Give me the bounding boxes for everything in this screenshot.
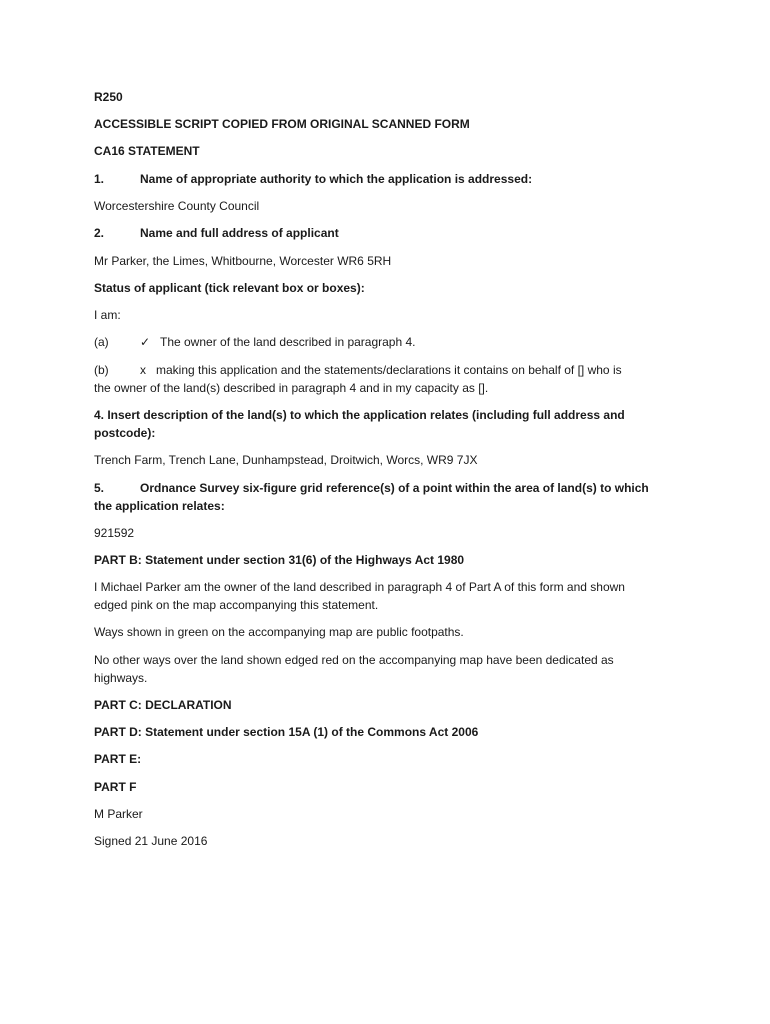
option-b-label: (b) — [94, 363, 109, 377]
part-b-para3-line2: highways. — [94, 671, 148, 685]
q1-number: 1. — [94, 172, 105, 186]
q5-heading-text: Ordnance Survey six-figure grid reference(s) of a point within the area of land(s) to which — [140, 481, 649, 495]
part-c-heading: PART C: DECLARATION — [94, 698, 232, 712]
status-option-b — [94, 361, 694, 379]
q5-answer: 921592 — [94, 526, 135, 540]
part-b-para1-line1: I Michael Parker am the owner of the land described in paragraph 4 of Part A of this form and shown — [94, 580, 625, 594]
checkmark-icon: ✓ — [140, 335, 151, 349]
accessibility-notice: ACCESSIBLE SCRIPT COPIED FROM ORIGINAL SCANNED FORM — [94, 117, 470, 131]
part-b-para3-line1: No other ways over the land shown edged red on the accompanying map have been dedicated as — [94, 653, 614, 667]
q5-heading-line2: the application relates: — [94, 499, 225, 513]
part-b-para1-line2: edged pink on the map accompanying this statement. — [94, 598, 379, 612]
q2-number: 2. — [94, 226, 105, 240]
q2-heading-text: Name and full address of applicant — [140, 226, 339, 240]
q1-answer: Worcestershire County Council — [94, 199, 260, 213]
q2-heading — [94, 224, 694, 242]
q5-number: 5. — [94, 481, 105, 495]
option-a-label: (a) — [94, 335, 109, 349]
q4-heading-line2: postcode): — [94, 426, 156, 440]
part-b-para2: Ways shown in green on the accompanying map are public footpaths. — [94, 625, 464, 639]
status-option-a — [94, 333, 694, 351]
q1-heading-text: Name of appropriate authority to which the application is addressed: — [140, 172, 533, 186]
q1-heading — [94, 170, 694, 188]
q2-answer: Mr Parker, the Limes, Whitbourne, Worcester WR6 5RH — [94, 254, 392, 268]
form-reference: R250 — [94, 90, 123, 104]
signed-date: Signed 21 June 2016 — [94, 834, 208, 848]
q4-answer: Trench Farm, Trench Lane, Dunhampstead, Droitwich, Worcs, WR9 7JX — [94, 453, 478, 467]
form-title: CA16 STATEMENT — [94, 144, 200, 158]
status-heading: Status of applicant (tick relevant box or boxes): — [94, 281, 365, 295]
part-d-heading: PART D: Statement under section 15A (1) of the Commons Act 2006 — [94, 725, 479, 739]
option-b-text: making this application and the statements/declarations it contains on behalf of [] who is — [156, 363, 622, 377]
part-e-heading: PART E: — [94, 752, 142, 766]
signatory-name: M Parker — [94, 807, 143, 821]
part-f-heading: PART F — [94, 780, 137, 794]
part-b-heading: PART B: Statement under section 31(6) of the Highways Act 1980 — [94, 553, 465, 567]
option-b-mark: x — [140, 363, 146, 377]
q4-heading-line1: 4. Insert description of the land(s) to which the application relates (including full address and — [94, 408, 625, 422]
status-intro: I am: — [94, 308, 121, 322]
option-b-text-continued: the owner of the land(s) described in paragraph 4 and in my capacity as []. — [94, 381, 489, 395]
option-a-text: The owner of the land described in paragraph 4. — [160, 335, 416, 349]
q5-heading-line1 — [94, 479, 694, 497]
